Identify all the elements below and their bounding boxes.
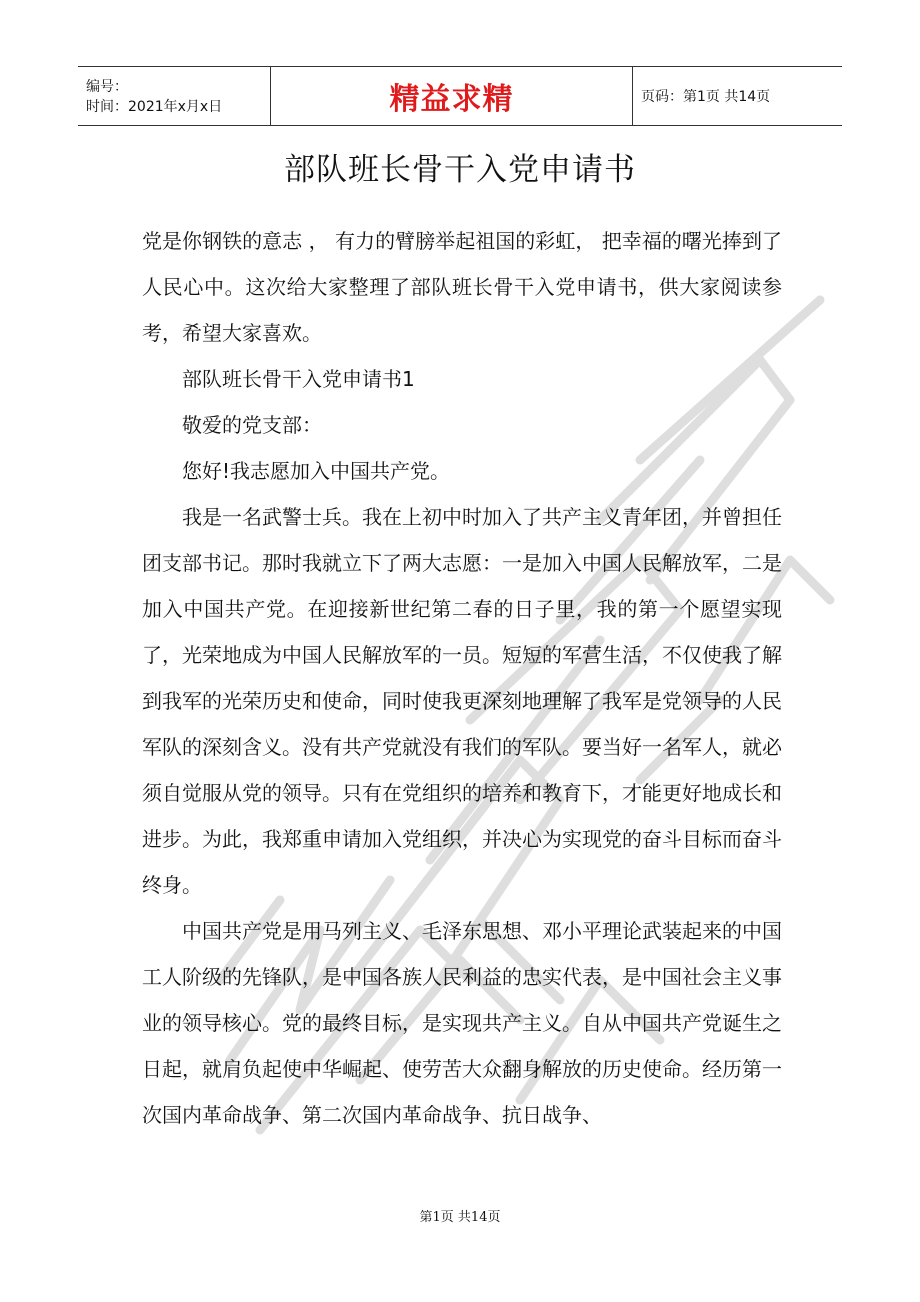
greeting: 您好!我志愿加入中国共产党。 <box>182 459 451 483</box>
page-footer: 第1页 共14页 <box>419 1210 501 1225</box>
number-label: 编号： <box>86 79 128 95</box>
page-info-label: 页码：第1页 共14页 <box>641 89 771 105</box>
document-title: 部队班长骨干入党申请书 <box>284 152 636 188</box>
paragraph-intro: 党是你钢铁的意志 ， 有力的臂膀举起祖国的彩虹， 把幸福的曙光捧到了人民心中。这次给大家整理了部队班长骨干入党申请书，供大家阅读参考，希望大家喜欢。 <box>142 229 782 345</box>
header-meta <box>78 67 271 125</box>
header-page-info <box>633 67 842 125</box>
paragraph-body-1: 我是一名武警士兵。我在上初中时加入了共产主义青年团，并曾担任团支部书记。那时我就立下了两大志愿：一是加入中国人民解放军，二是加入中国共产党。在迎接新世纪第二春的日子里，我的第一个愿望实现了，光荣地成为中国人民解放军的一员。短短的军营生活，不仅使我了解到我军的光荣历史和使命，同时使我更深刻地理解了我军是党领导的人民军队的深刻含义。没有共产党就没有我们的军队。要当好一名军人，就必须自觉服从党的领导。只有在党组织的培养和教育下，才能更好地成长和进步。为此，我郑重申请加入党组织，并决心为实现党的奋斗目标而奋斗终身。 <box>142 505 782 897</box>
document-body <box>142 218 782 1138</box>
salutation: 敬爱的党支部： <box>182 413 322 437</box>
header-brand-cell <box>271 67 633 125</box>
time-label: 时间：2021年x月x日 <box>86 99 223 115</box>
paragraph-body-2: 中国共产党是用马列主义、毛泽东思想、邓小平理论武装起来的中国工人阶级的先锋队，是中国各族人民利益的忠实代表，是中国社会主义事业的领导核心。党的最终目标，是实现共产主义。自从中国共产党诞生之日起，就肩负起使中华崛起、使劳苦大众翻身解放的历史使命。经历第一次国内革命战争、第二次国内革命战争、抗日战争、 <box>142 919 782 1127</box>
section-heading: 部队班长骨干入党申请书1 <box>182 367 415 391</box>
brand-title: 精益求精 <box>389 82 514 117</box>
header-table <box>78 66 842 126</box>
